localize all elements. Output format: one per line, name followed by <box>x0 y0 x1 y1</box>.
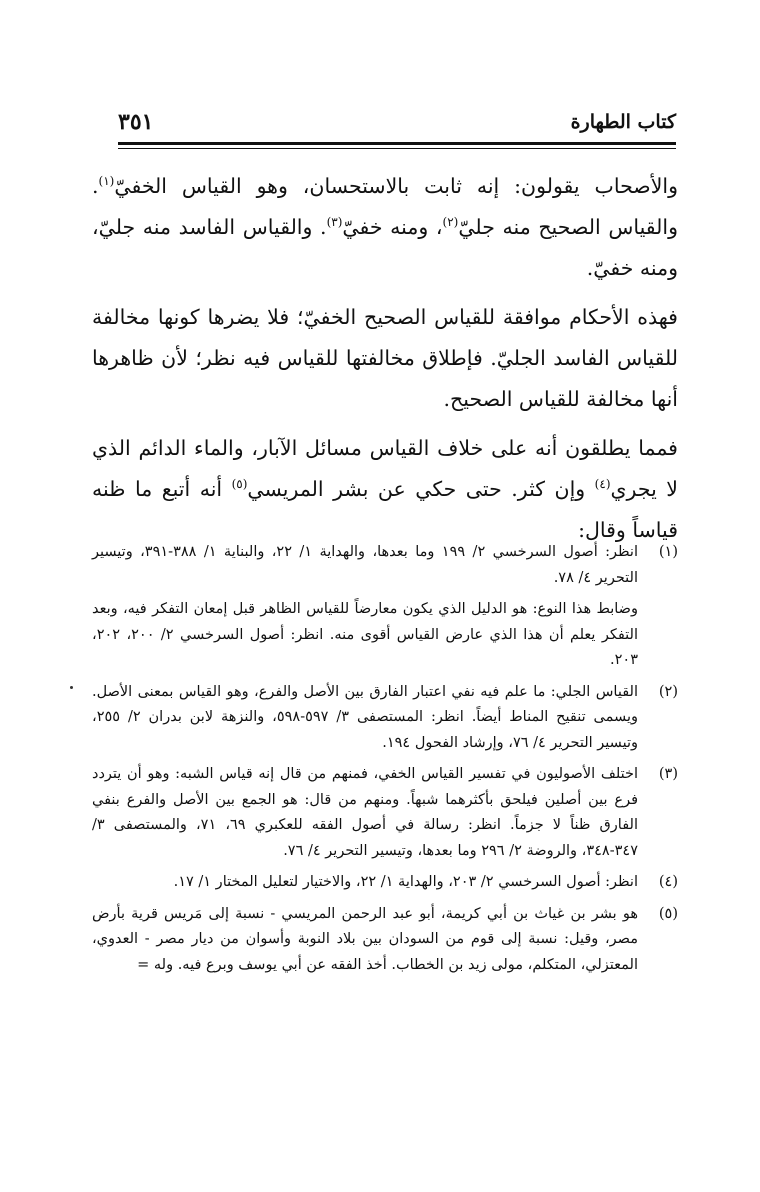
footnote-ref-3[interactable]: (٣) <box>326 215 343 230</box>
footnotes <box>92 540 678 984</box>
footnote-text: اختلف الأصوليون في تفسير القياس الخفي، فمنهم من قال إنه قياس الشبه: وهو أن يتردد فرع بين أصلين فيلحق بأكثرهما شبهاً. ومنهم من قال: هو الجمع بين الأصل والفرع بنفي الفارق ظناً لا جزماً. انظر: رسالة في أصول الفقه للعكبري ٦٩، ٧١، والمستصفى ٣/ ٣٤٧-٣٤٨، والروضة ٢/ ٢٩٦ وما بعدها، وتيسير التحرير ٤/ ٧٦. <box>92 766 639 859</box>
header-rule-thin <box>118 148 676 149</box>
p1-line2a: والقياس الصحيح منه جليّ <box>458 215 678 239</box>
footnote-number: (٥) <box>658 905 678 922</box>
footnote-text: هو بشر بن غياث بن أبي كريمة، أبو عبد الرحمن المريسي - نسبة إلى مَريس قرية بأرض مصر، وقيل: نسبة إلى قوم من السودان بين بلاد النوبة وأسوان من ديار مصر - العدوي، المعتزلي، المتكلم، مولى زيد بن الخطاب. أخذ الفقه عن أبي يوسف وبرع فيه. وله = <box>92 905 638 973</box>
footnote-number: (٤) <box>658 874 678 890</box>
footnote-4 <box>92 870 678 896</box>
paragraph-2: فهذه الأحكام موافقة للقياس الصحيح الخفيّ؛ فلا يضرها كونها مخالفة للقياس الفاسد الجليّ. فإطلاق مخالفتها للقياس فيه نظر؛ لأن ظاهرها أنها مخالفة للقياس الصحيح. <box>92 305 678 411</box>
p1-line1: والأصحاب يقولون: إنه ثابت بالاستحسان، وهو القياس الخفيّ <box>114 174 678 198</box>
footnote-text: انظر: أصول السرخسي ٢/ ١٩٩ وما بعدها، والهداية ١/ ٢٢، والبناية ١/ ٣٨٨-٣٩١، وتيسير التحرير ٤/ ٧٨. <box>92 544 638 586</box>
footnote-5 <box>92 902 678 979</box>
paragraph-3 <box>92 428 678 551</box>
footnote-ref-4[interactable]: (٤) <box>594 477 611 492</box>
main-text <box>92 166 678 551</box>
p1-line1-end: . <box>92 174 99 198</box>
chapter-title: كتاب الطهارة <box>570 111 676 133</box>
p3-part-a: فمما يطلقون أنه على خلاف القياس مسائل الآبار، والماء الدائم الذي لا يجري <box>92 436 678 501</box>
footnote-number: (٢) <box>658 683 678 700</box>
footnote-text: وضابط هذا النوع: هو الدليل الذي يكون معارضاً للقياس الظاهر قبل إمعان التفكر فيه، وبعد التفكر يعلم أن هذا الذي عارض القياس أقوى منه. انظر: أصول السرخسي ٢/ ٢٠٠، ٢٠٢، ٢٠٣. <box>92 601 639 668</box>
footnote-2 <box>92 680 678 757</box>
paragraph-1 <box>92 166 678 289</box>
p3-part-c: أنه أتبع ما ظنه قياساً وقال: <box>92 477 678 542</box>
page-number: ٣٥١ <box>118 109 154 135</box>
footnote-text: انظر: أصول السرخسي ٢/ ٢٠٣، والهداية ١/ ٢٢، والاختيار لتعليل المختار ١/ ١٧. <box>173 874 638 890</box>
footnote-ref-5[interactable]: (٥) <box>231 477 248 492</box>
p1-line2c: . والقياس الفاسد منه جليّ، ومنه خفيّ. <box>92 215 678 280</box>
scan-speck <box>70 686 73 689</box>
footnote-ref-2[interactable]: (٢) <box>442 215 459 230</box>
running-header <box>118 108 676 138</box>
header-rule-thick <box>118 142 676 145</box>
footnote-3 <box>92 762 678 864</box>
footnote-text: القياس الجلي: ما علم فيه نفي اعتبار الفارق بين الأصل والفرع، وهو القياس بمعنى الأصل. ويسمى تنقيح المناط أيضاً. انظر: المستصفى ٣/ ٥٩٧-٥٩٨، والنزهة لابن بدران ٢/ ٢٥٥، وتيسير التحرير ٤/ ٧٦، وإرشاد الفحول ١٩٤. <box>92 683 638 751</box>
p1-line2b: ، ومنه خفيّ <box>342 215 443 239</box>
footnote-number: (١) <box>658 544 678 560</box>
footnote-ref-1[interactable]: (١) <box>98 174 115 189</box>
footnote-number: (٣) <box>658 766 678 782</box>
footnote-1 <box>92 540 678 674</box>
p3-part-b: وإن كثر. حتى حكي عن بشر المريسي <box>247 477 595 501</box>
